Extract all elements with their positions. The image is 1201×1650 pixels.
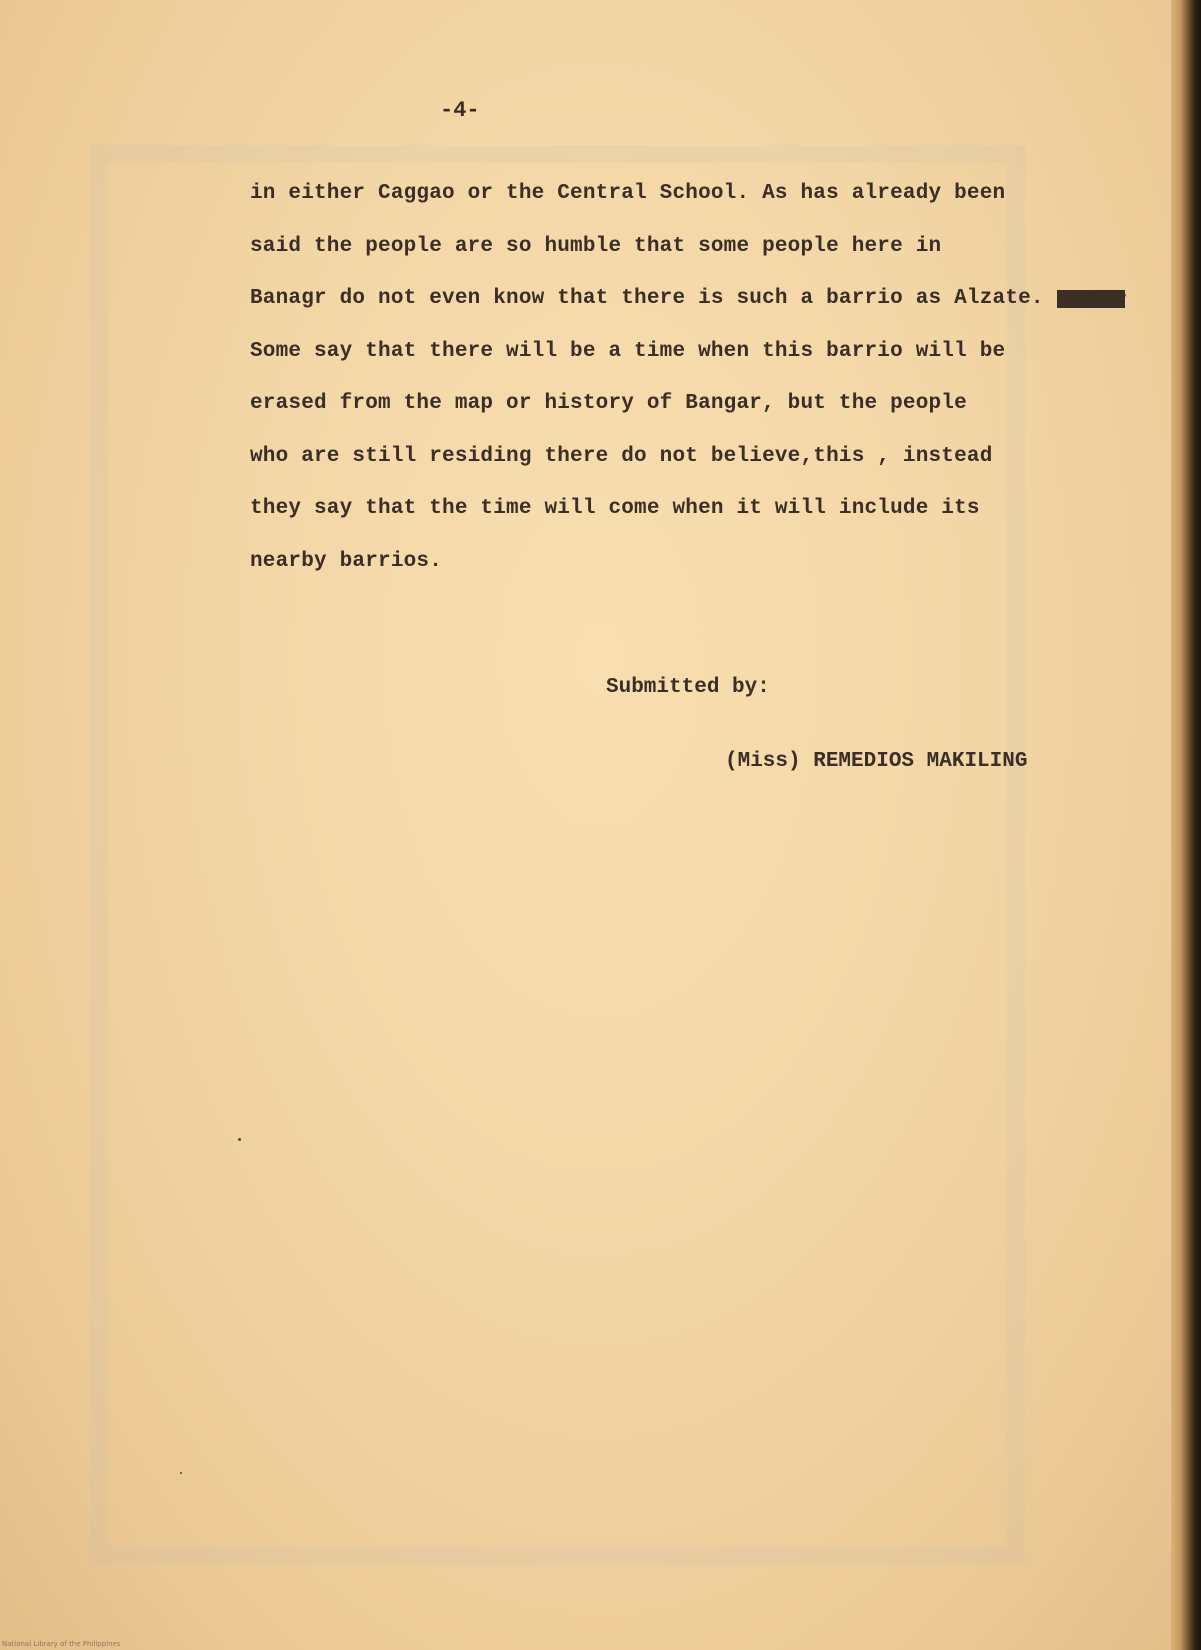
text-line: nearby barrios. [250, 549, 443, 573]
body-text [250, 168, 1180, 588]
text-line: erased from the map or history of Bangar, but the people [250, 392, 967, 415]
paper-speck [238, 1138, 241, 1141]
text-line: said the people are so humble that some people here in [250, 234, 942, 258]
text-line: Banagr do not even know that there is such a barrio as Alzate. Somexsay [250, 287, 1126, 310]
text-line: they say that the time will come when it will include its [250, 497, 980, 520]
text-line: who are still residing there do not believe,this , instead [250, 444, 993, 468]
binding-edge [1171, 0, 1201, 1650]
paper-speck [180, 1472, 182, 1474]
page-number: -4- [440, 98, 480, 123]
text-line: in either Caggao or the Central School. As has already been [250, 182, 1006, 205]
scan-footer-stamp: National Library of the Philippines [2, 1640, 121, 1648]
submitted-by-label: Submitted by: [606, 676, 770, 699]
struck-out-text: Somexsay [1056, 290, 1126, 308]
text-line: Some say that there will be a time when this barrio will be [250, 339, 1006, 363]
signatory-name: (Miss) REMEDIOS MAKILING [725, 750, 1028, 773]
